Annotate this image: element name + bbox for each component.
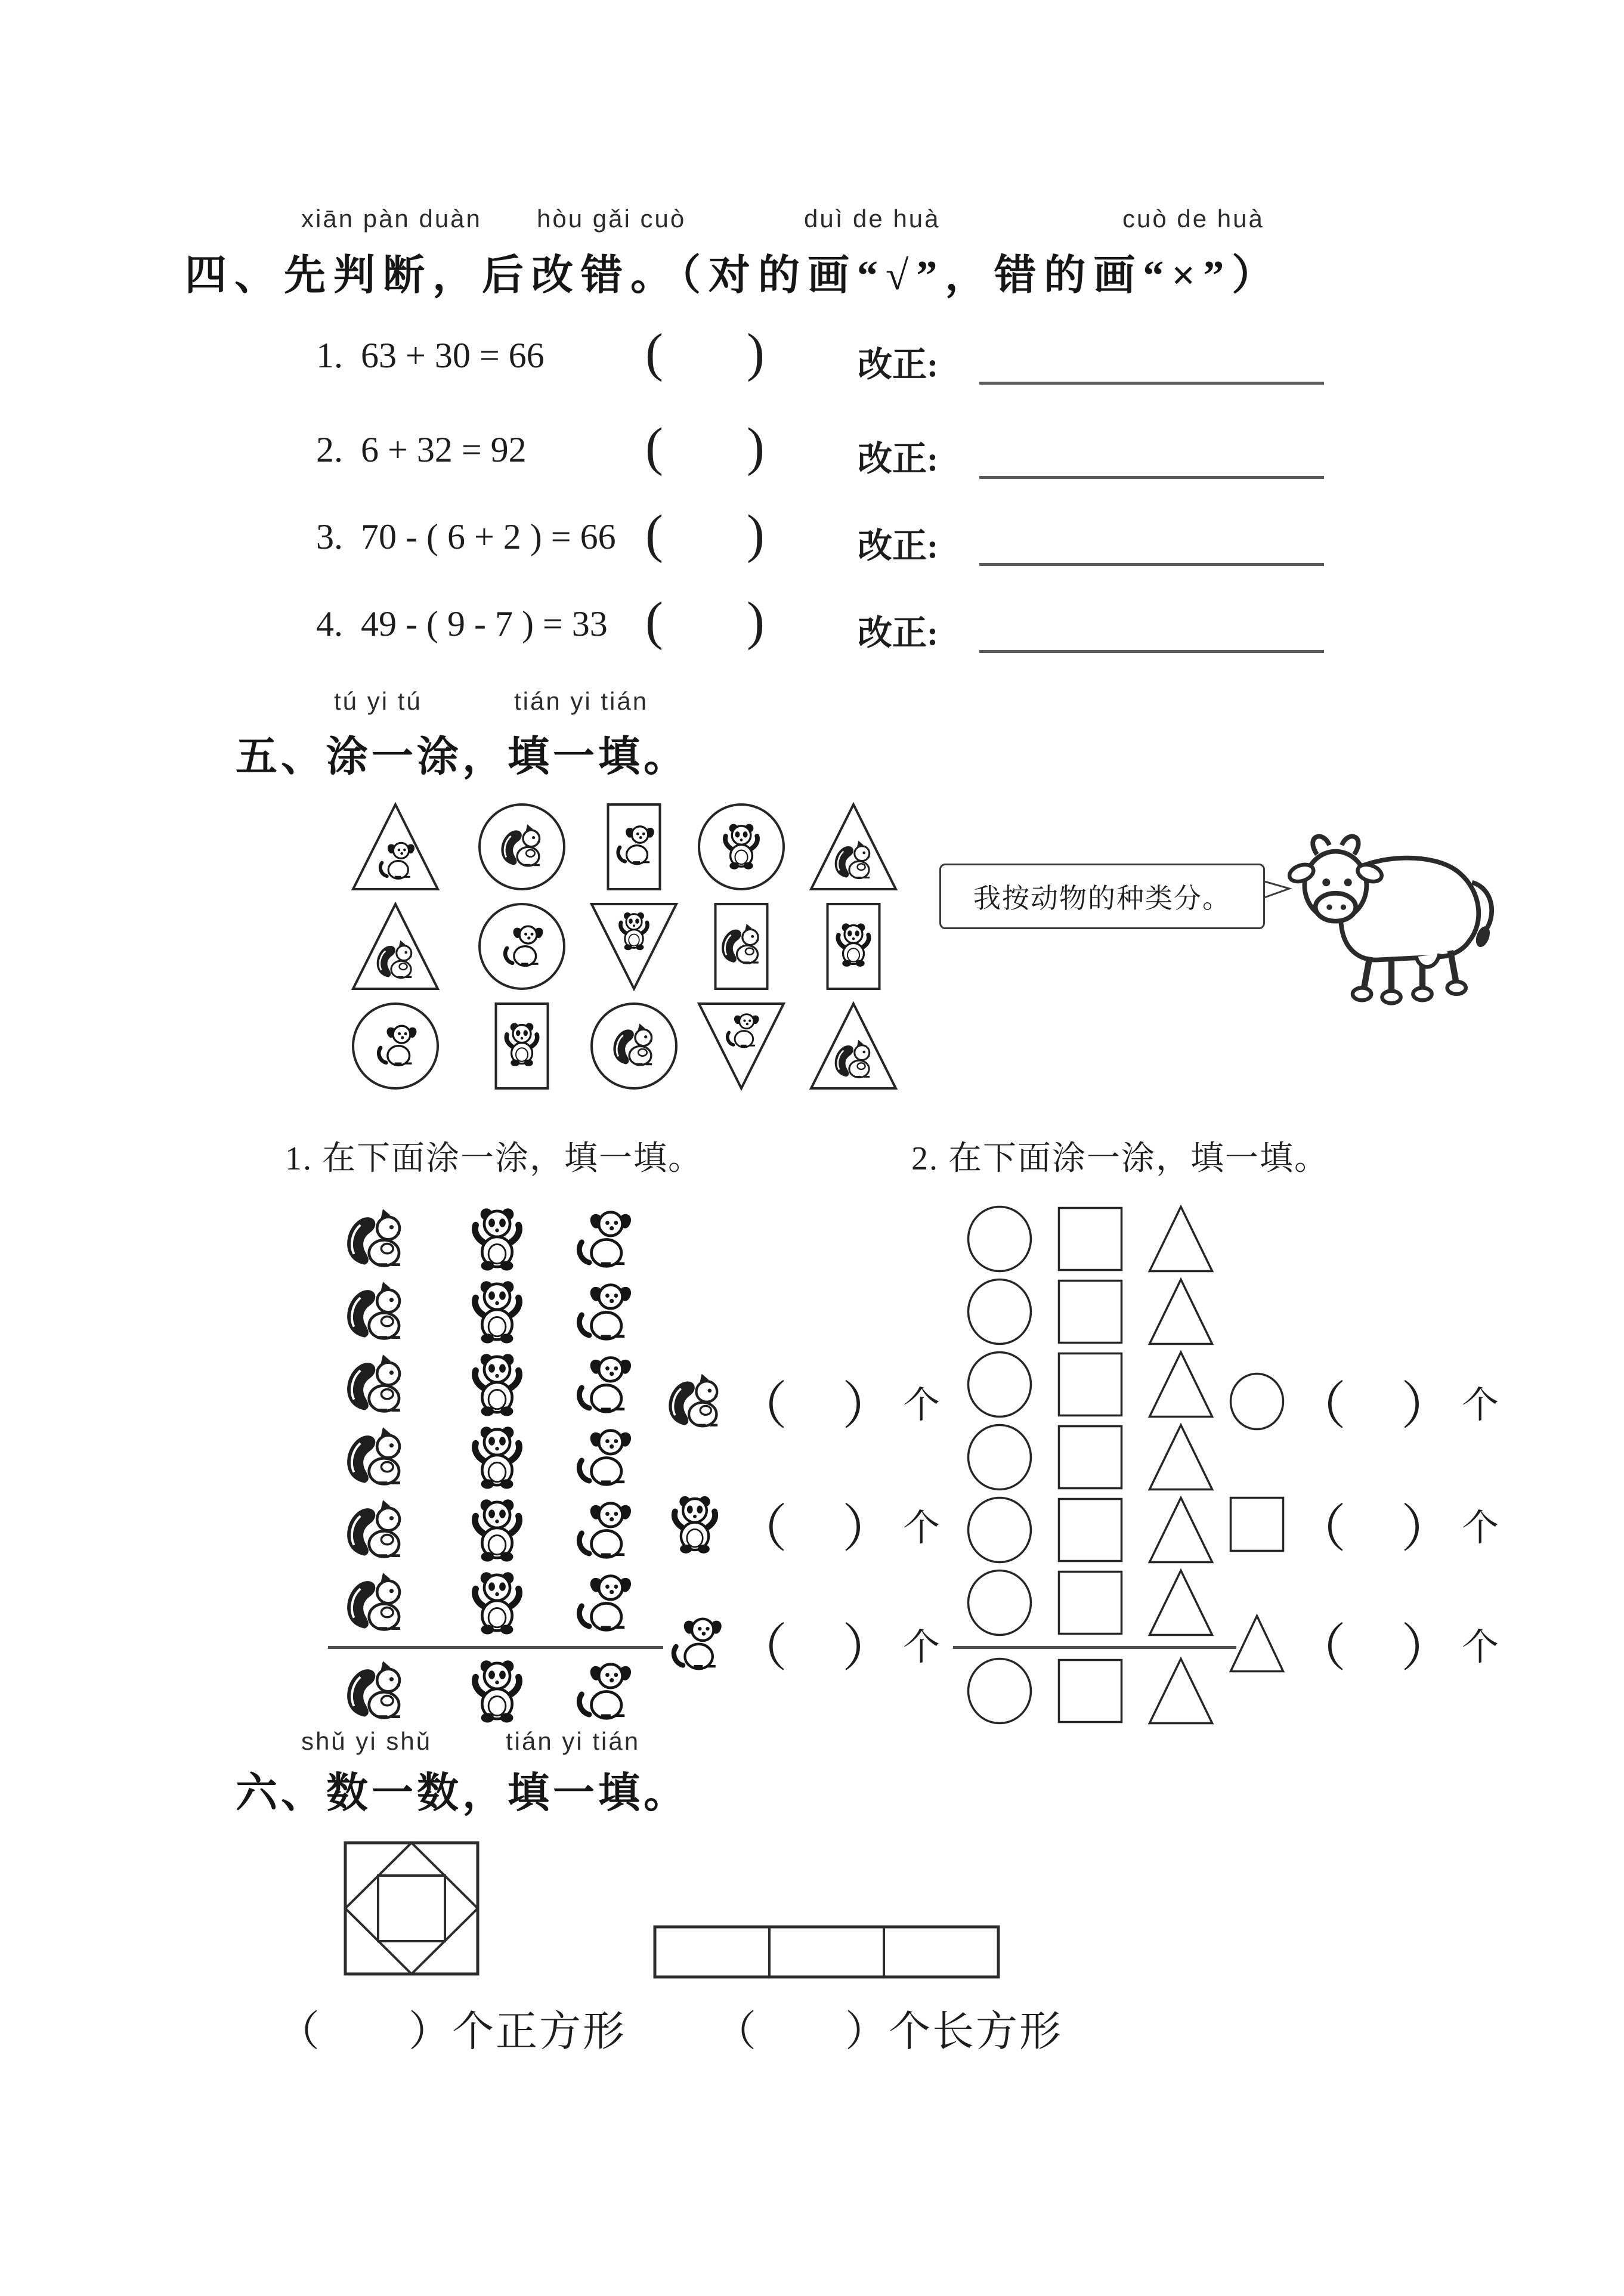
- squirrel-icon: [609, 1020, 659, 1070]
- dog-icon: [720, 1010, 762, 1051]
- unit-label: 个: [1462, 1627, 1499, 1668]
- rectangles-count-blank[interactable]: （ ）个长方形: [714, 2009, 1063, 2055]
- correction-label: 改正:: [858, 614, 939, 652]
- circle-shape: [966, 1423, 1033, 1492]
- tally-axis-label-square: [1057, 1657, 1124, 1728]
- circle-shape: [966, 1496, 1033, 1564]
- grid-cell-triangle-dog: [351, 802, 440, 892]
- dog-icon[interactable]: [568, 1350, 636, 1419]
- judge-blank[interactable]: ( ): [645, 592, 765, 651]
- square-shape: [1057, 1350, 1124, 1419]
- circle-shape: [966, 1350, 1033, 1419]
- panda-icon: [498, 1020, 546, 1068]
- grid-cell-triangle-squirrel: [351, 902, 440, 991]
- panda-icon[interactable]: [463, 1423, 531, 1492]
- squirrel-icon: [831, 838, 876, 883]
- panda-icon: [716, 821, 766, 871]
- legend-row-dog: [663, 1607, 940, 1681]
- judge-blank[interactable]: ( ): [645, 323, 765, 382]
- correction-blank[interactable]: [979, 563, 1324, 566]
- pinyin-shu-yi-shu: shǔ yi shǔ: [301, 1727, 432, 1755]
- square-shape: [1057, 1496, 1124, 1564]
- unit-label: 个: [903, 1385, 941, 1426]
- grid-cell-rect-dog: [589, 802, 679, 892]
- count-blank[interactable]: （ ）: [736, 1500, 893, 1558]
- panda-icon: [663, 1493, 726, 1556]
- squirrel-icon[interactable]: [341, 1568, 410, 1637]
- correction-blank[interactable]: [979, 650, 1324, 653]
- grid-cell-rect-panda: [477, 1001, 567, 1091]
- tally-axis-label-triangle: [1147, 1657, 1214, 1728]
- count-blank[interactable]: （ ）: [1295, 1620, 1452, 1677]
- squirrel-icon[interactable]: [341, 1277, 410, 1346]
- squirrel-icon[interactable]: [341, 1205, 410, 1273]
- judge-problem-row: [0, 592, 1624, 664]
- squirrel-icon[interactable]: [341, 1350, 410, 1419]
- squirrel-icon: [373, 937, 418, 983]
- squirrel-icon: [717, 921, 765, 968]
- squirrel-icon: [663, 1370, 726, 1433]
- circle-shape: [966, 1277, 1033, 1346]
- tally-column-squirrel: [341, 1205, 410, 1637]
- correction-label: 改正:: [858, 440, 939, 478]
- correction-label: 改正:: [858, 527, 939, 565]
- tally-axis-label-circle: [966, 1657, 1033, 1728]
- square-shape: [1057, 1277, 1124, 1346]
- unit-label: 个: [1462, 1508, 1499, 1549]
- squirrel-icon[interactable]: [341, 1423, 410, 1492]
- dog-icon: [610, 821, 658, 869]
- pinyin-dui-de-hua: duì de huà: [804, 205, 941, 233]
- grid-cell-rect-panda: [809, 902, 898, 991]
- count-blank[interactable]: （ ）: [1295, 1378, 1452, 1435]
- triangle-shape: [1147, 1277, 1214, 1346]
- divided-rectangle-figure: [653, 1925, 1000, 1979]
- square-shape: [1057, 1568, 1124, 1637]
- grid-cell-circle-dog: [351, 1001, 440, 1091]
- count-blank[interactable]: （ ）: [736, 1378, 893, 1435]
- dog-icon: [663, 1612, 726, 1675]
- grid-cell-triangle-squirrel: [809, 802, 898, 892]
- pinyin-hou-gai-cuo: hòu gǎi cuò: [537, 205, 686, 233]
- triangle-shape: [1147, 1423, 1214, 1492]
- problem-expression: 3. 70 - ( 6 + 2 ) = 66: [316, 517, 616, 556]
- judge-problem-row: [0, 417, 1624, 490]
- legend-row-panda: [663, 1487, 940, 1561]
- dog-icon[interactable]: [568, 1205, 636, 1273]
- squares-count-blank[interactable]: （ ）个正方形: [278, 2009, 626, 2055]
- legend-row-triangle: [1229, 1607, 1499, 1681]
- problem-expression: 2. 6 + 32 = 92: [316, 430, 527, 469]
- circle-shape: [966, 1205, 1033, 1273]
- circle-shape: [966, 1657, 1033, 1725]
- unit-label: 个: [903, 1627, 941, 1668]
- squirrel-icon: [497, 821, 547, 871]
- triangle-shape: [1147, 1568, 1214, 1637]
- grid-cell-circle-squirrel: [589, 1001, 679, 1091]
- q2-label: 2. 在下面涂一涂，填一填。: [911, 1140, 1329, 1177]
- legend-row-square: [1229, 1487, 1499, 1561]
- grid-cell-rect-squirrel: [697, 902, 786, 991]
- panda-icon: [830, 921, 877, 968]
- triangle-shape: [1147, 1496, 1214, 1564]
- squirrel-icon: [831, 1037, 876, 1082]
- grid-cell-triangle-down-dog: [697, 1001, 786, 1091]
- pinyin-tian-yi-tian-2: tián yi tián: [506, 1727, 641, 1755]
- q1-baseline: [328, 1646, 663, 1649]
- panda-icon: [463, 1657, 531, 1725]
- pinyin-tian-yi-tian: tián yi tián: [514, 687, 649, 715]
- q1-label: 1. 在下面涂一涂，填一填。: [285, 1140, 703, 1177]
- triangle-shape: [1147, 1205, 1214, 1273]
- unit-label: 个: [1462, 1385, 1499, 1426]
- grid-cell-circle-dog: [477, 902, 567, 991]
- dog-icon[interactable]: [568, 1423, 636, 1492]
- legend-row-circle: [1229, 1364, 1499, 1438]
- triangle-shape: [1229, 1614, 1285, 1673]
- dog-icon: [568, 1657, 636, 1725]
- panda-icon: [613, 910, 655, 952]
- pinyin-tu-yi-tu: tú yi tú: [334, 687, 422, 715]
- dog-icon: [497, 921, 547, 971]
- nested-squares-figure: [343, 1840, 480, 1976]
- unit-label: 个: [903, 1508, 941, 1549]
- q2-baseline: [953, 1646, 1236, 1649]
- tally-axis-label-dog: [568, 1657, 636, 1728]
- speech-bubble-text: 我按动物的种类分。: [973, 883, 1231, 914]
- tally-axis-label-squirrel: [341, 1657, 410, 1728]
- judge-blank[interactable]: ( ): [645, 417, 765, 476]
- grid-cell-triangle-down-panda: [589, 902, 679, 991]
- cow-icon: [1267, 824, 1500, 1015]
- tally-column-panda: [463, 1205, 531, 1637]
- count-blank[interactable]: （ ）: [1295, 1500, 1452, 1558]
- squirrel-icon: [341, 1657, 410, 1725]
- pinyin-cuo-de-hua: cuò de huà: [1122, 205, 1264, 233]
- tally-column-square: [1057, 1205, 1124, 1637]
- panda-icon[interactable]: [463, 1568, 531, 1637]
- square-shape: [1229, 1494, 1285, 1554]
- speech-bubble: [939, 864, 1265, 929]
- square-shape: [1057, 1423, 1124, 1492]
- panda-icon[interactable]: [463, 1277, 531, 1346]
- tally-column-triangle: [1147, 1205, 1214, 1637]
- dog-icon: [373, 838, 418, 883]
- dog-icon[interactable]: [568, 1496, 636, 1564]
- pinyin-xian-pan-duan: xiān pàn duàn: [301, 205, 482, 233]
- section5-title: 五、涂一涂，填一填。: [236, 734, 689, 780]
- panda-icon[interactable]: [463, 1205, 531, 1273]
- triangle-shape: [1147, 1657, 1214, 1725]
- triangle-shape: [1147, 1350, 1214, 1419]
- judge-blank[interactable]: ( ): [645, 505, 765, 564]
- section6-title: 六、数一数，填一填。: [236, 1771, 689, 1817]
- tally-column-dog: [568, 1205, 636, 1637]
- problem-expression: 1. 63 + 30 = 66: [316, 336, 545, 375]
- tally-column-circle: [966, 1205, 1033, 1637]
- problem-expression: 4. 49 - ( 9 - 7 ) = 33: [316, 604, 608, 643]
- grid-cell-triangle-squirrel: [809, 1001, 898, 1091]
- dog-icon[interactable]: [568, 1277, 636, 1346]
- tally-axis-label-panda: [463, 1657, 531, 1728]
- panda-icon[interactable]: [463, 1496, 531, 1564]
- dog-icon[interactable]: [568, 1568, 636, 1637]
- squirrel-icon[interactable]: [341, 1496, 410, 1564]
- panda-icon[interactable]: [463, 1350, 531, 1419]
- correction-label: 改正:: [858, 345, 939, 384]
- circle-shape: [1229, 1372, 1285, 1431]
- judge-problem-row: [0, 505, 1624, 577]
- grid-cell-circle-squirrel: [477, 802, 567, 892]
- square-shape: [1057, 1205, 1124, 1273]
- correction-blank[interactable]: [979, 382, 1324, 385]
- grid-cell-circle-panda: [697, 802, 786, 892]
- count-blank[interactable]: （ ）: [736, 1620, 893, 1677]
- dog-icon: [370, 1020, 420, 1070]
- legend-row-squirrel: [663, 1364, 940, 1438]
- circle-shape: [966, 1568, 1033, 1637]
- square-shape: [1057, 1657, 1124, 1725]
- judge-problem-row: [0, 323, 1624, 395]
- section4-title: 四、先判断，后改错。（对的画“√”，错的画“×”）: [185, 253, 1282, 299]
- correction-blank[interactable]: [979, 476, 1324, 479]
